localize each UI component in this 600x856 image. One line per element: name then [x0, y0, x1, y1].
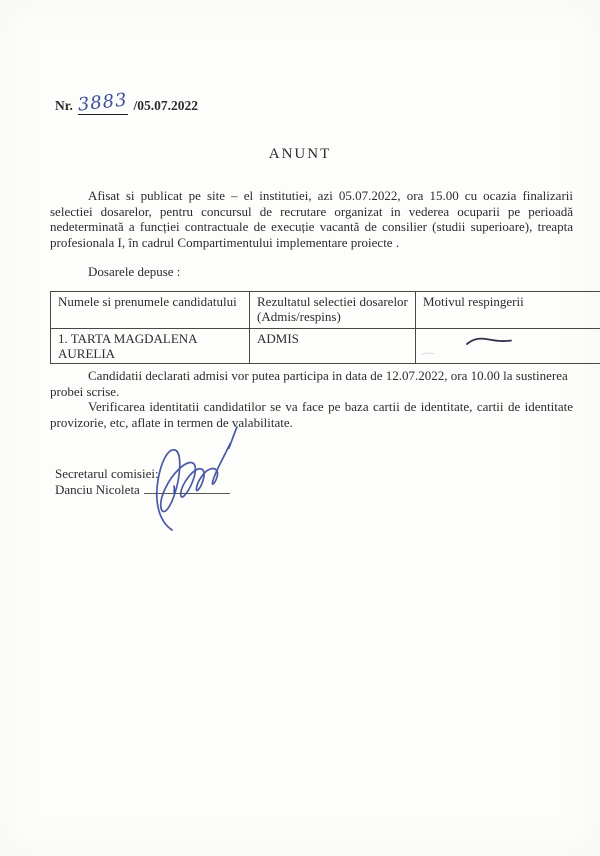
identity-check-paragraph: Verificarea identitatii candidatilor se va face pe baza cartii de identitate, cartii de identitate provizorie, etc, aflate in termen de valabilitate.: [50, 399, 573, 430]
cell-candidate-name: 1. TARTA MAGDALENA AURELIA: [51, 329, 250, 364]
table-header-row: [51, 292, 600, 329]
header-result-line2: (Admis/respins): [257, 309, 341, 324]
document-title: ANUNT: [268, 146, 332, 162]
signature-name: Danciu Nicoleta: [55, 481, 140, 497]
header-rejection-reason: Motivul respingerii: [416, 292, 600, 329]
header-candidate-name: Numele si prenumele candidatului: [51, 292, 250, 329]
registration-date: /05.07.2022: [133, 98, 198, 113]
selection-results-table: [50, 291, 600, 364]
intro-paragraph: Afisat si publicat pe site – el institutiei, azi 05.07.2022, ora 15.00 cu ocazia finalizarii selectiei dosarelor, pentru concursul de recrutare organizat in vederea ocuparii pe perioadă nedeterminată a funcției contractuale de execuție vacantă de consilier (studii superioare), treapta profesionala I, în cadrul Compartimentului implementare proiecte .: [50, 188, 573, 250]
header-selection-result: [250, 292, 416, 329]
handwritten-registration-number: 3883: [77, 89, 129, 116]
intro-paragraph-container: [50, 188, 573, 250]
nr-label: Nr.: [55, 98, 73, 113]
dossiers-heading: Dosarele depuse :: [88, 264, 181, 279]
closing-paragraphs: [50, 368, 573, 430]
registration-number-line: [55, 89, 198, 116]
written-test-paragraph: Candidatii declarati admisi vor putea participa in data de 12.07.2022, ora 10.00 la sustinerea probei scrise.: [50, 368, 568, 399]
handwritten-dash: [465, 335, 600, 350]
scan-artifact-mark: [420, 345, 436, 360]
header-result-line1: Rezultatul selectiei dosarelor: [257, 294, 408, 309]
table-row: [51, 329, 600, 364]
signature-role: Secretarul comisiei:: [55, 466, 159, 481]
handwritten-signature: [138, 424, 240, 532]
cell-result: ADMIS: [250, 329, 416, 364]
nr-underline: [77, 89, 129, 116]
cell-rejection-reason: [416, 329, 600, 364]
